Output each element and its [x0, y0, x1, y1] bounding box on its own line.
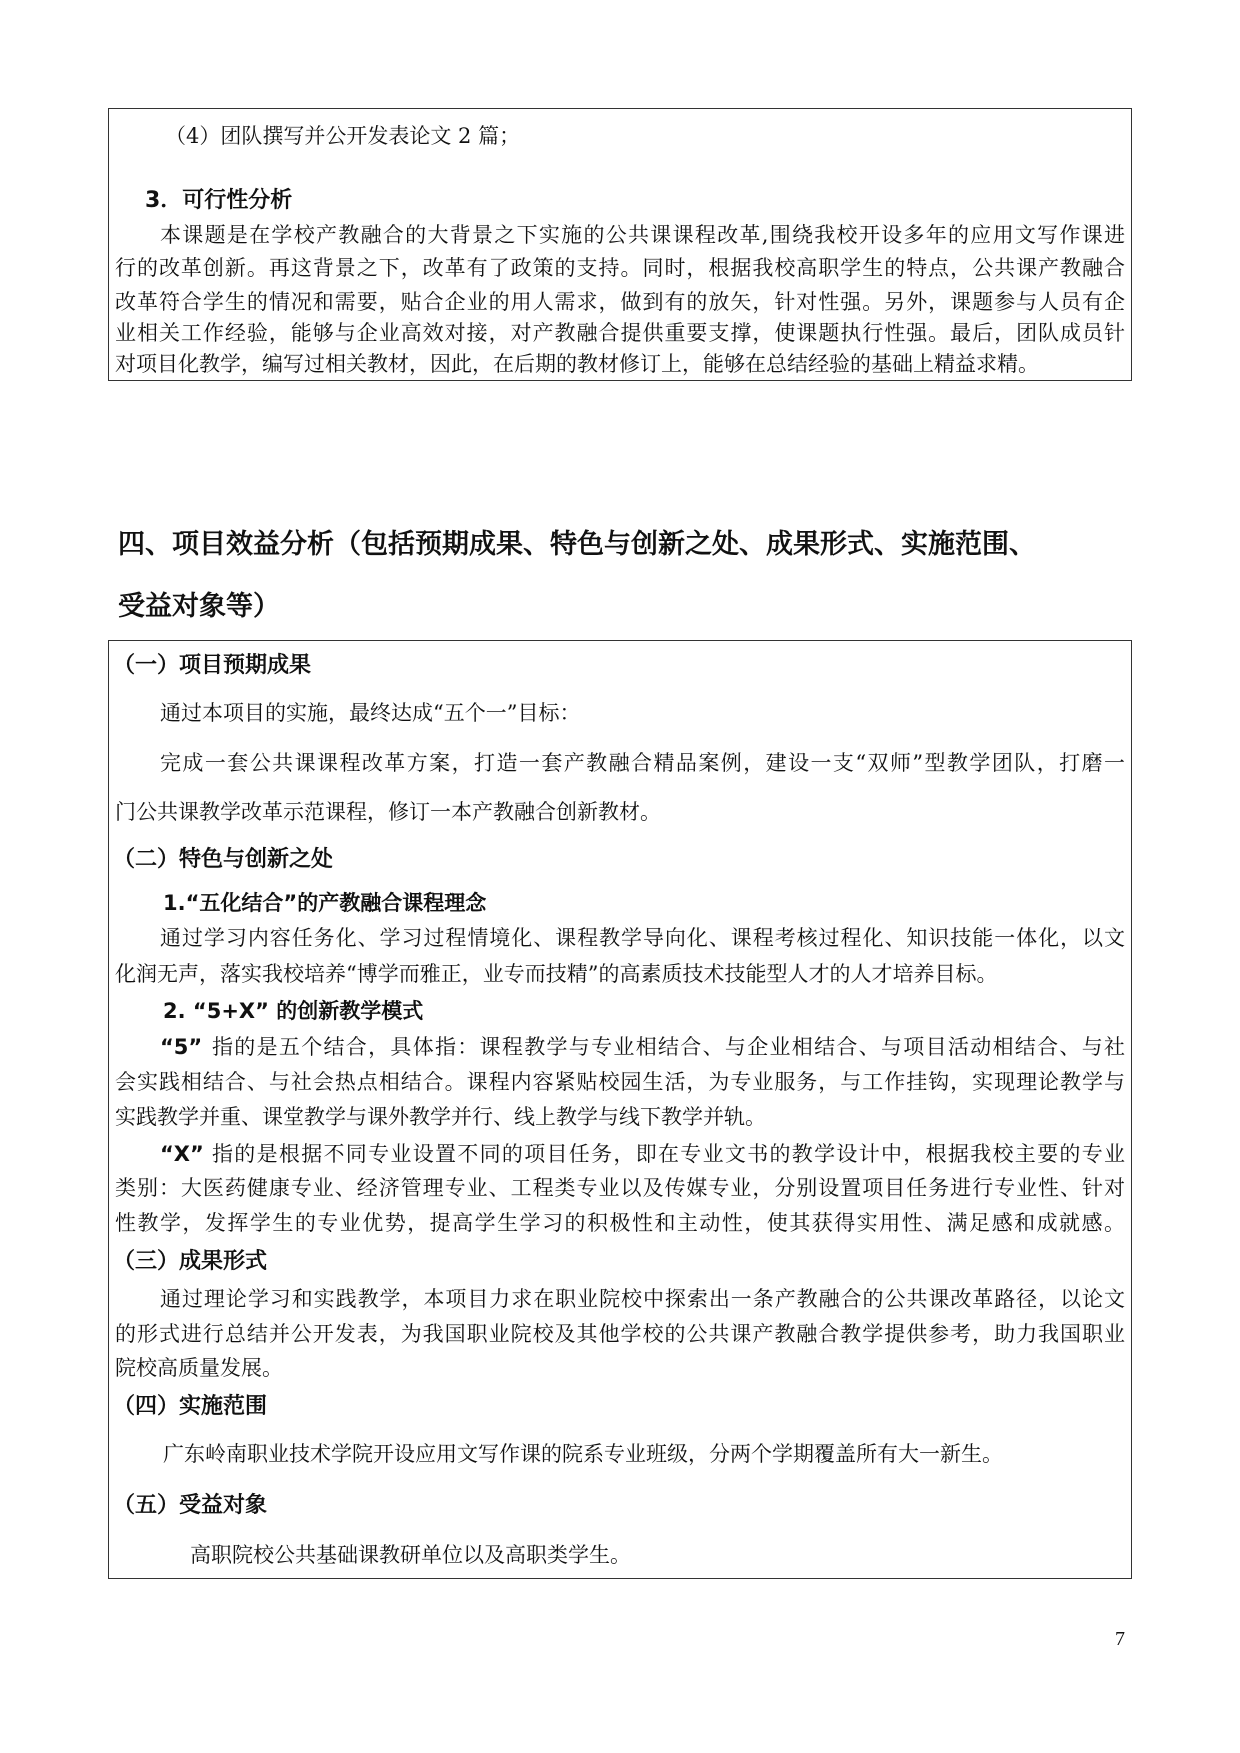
paragraph-line: 通过学习内容任务化、学习过程情境化、课程教学导向化、课程考核过程化、知识技能一体化，以文 [160, 926, 1125, 950]
five-label: “5” [160, 1035, 203, 1059]
paragraph-line: 指的是五个结合，具体指：课程教学与专业相结合、与企业相结合、与项目活动相结合、与社 [212, 1035, 1125, 1059]
paragraph-line: 实践教学并重、课堂教学与课外教学并行、线上教学与线下教学并轨。 [115, 1105, 766, 1129]
paragraph: 通过本项目的实施，最终达成“五个一”目标： [160, 701, 581, 725]
paragraph-line: 院校高质量发展。 [115, 1356, 283, 1380]
section-heading-line2: 受益对象等） [118, 591, 280, 622]
feasibility-heading: 3．可行性分析 [145, 188, 293, 213]
subsection-title-expected-results: （一）项目预期成果 [113, 653, 312, 678]
paragraph: 高职院校公共基础课教研单位以及高职类学生。 [190, 1543, 631, 1567]
paragraph-line: 性教学，发挥学生的专业优势，提高学生学习的积极性和主动性，使其获得实用性、满足感和成就感。 [115, 1211, 1125, 1235]
subsection-title-features: （二）特色与创新之处 [113, 847, 334, 872]
paragraph-line: 化润无声，落实我校培养“博学而雅正，业专而技精”的高素质技术技能型人才的人才培养目标。 [115, 962, 998, 986]
feature-2-title: 2. “5+X” 的创新教学模式 [163, 999, 424, 1023]
feasibility-line: 改革符合学生的情况和需要，贴合企业的用人需求，做到有的放矢，针对性强。另外，课题参与人员有企 [115, 290, 1125, 314]
subsection-title-result-form: （三）成果形式 [113, 1249, 268, 1274]
paragraph-line: 类别：大医药健康专业、经济管理专业、工程类专业以及传媒专业，分别设置项目任务进行专业性、针对 [115, 1176, 1125, 1200]
paragraph-line: 完成一套公共课课程改革方案，打造一套产教融合精品案例，建设一支“双师”型教学团队，打磨一 [160, 751, 1125, 775]
x-label: “X” [160, 1142, 204, 1166]
paragraph-line: 的形式进行总结并公开发表，为我国职业院校及其他学校的公共课产教融合教学提供参考，助力我国职业 [115, 1322, 1125, 1346]
paragraph-line: 通过理论学习和实践教学，本项目力求在职业院校中探索出一条产教融合的公共课改革路径，以论文 [160, 1287, 1125, 1311]
feasibility-line: 业相关工作经验，能够与企业高效对接，对产教融合提供重要支撑，使课题执行性强。最后，团队成员针 [115, 321, 1125, 345]
paragraph-line: 门公共课教学改革示范课程，修订一本产教融合创新教材。 [115, 800, 661, 824]
feasibility-line: 本课题是在学校产教融合的大背景之下实施的公共课课程改革,围绕我校开设多年的应用文写作课进 [160, 223, 1125, 247]
page-number: 7 [1115, 1628, 1125, 1650]
feasibility-line: 行的改革创新。再这背景之下，改革有了政策的支持。同时，根据我校高职学生的特点，公共课产教融合 [115, 256, 1125, 280]
paragraph-line: 会实践相结合、与社会热点相结合。课程内容紧贴校园生活，为专业服务，与工作挂钩，实现理论教学与 [115, 1070, 1125, 1094]
subsection-title-beneficiaries: （五）受益对象 [113, 1493, 268, 1518]
feature-1-title: 1.“五化结合”的产教融合课程理念 [163, 891, 487, 915]
item-4-text: （4）团队撰写并公开发表论文 2 篇； [165, 124, 521, 148]
paragraph-line: 指的是根据不同专业设置不同的项目任务，即在专业文书的教学设计中，根据我校主要的专业 [212, 1142, 1125, 1166]
section-heading-line1: 四、项目效益分析（包括预期成果、特色与创新之处、成果形式、实施范围、 [118, 529, 1036, 560]
feasibility-line: 对项目化教学，编写过相关教材，因此，在后期的教材修订上，能够在总结经验的基础上精益求精。 [115, 352, 1039, 376]
paragraph: 广东岭南职业技术学院开设应用文写作课的院系专业班级，分两个学期覆盖所有大一新生。 [163, 1442, 1003, 1466]
subsection-title-scope: （四）实施范围 [113, 1394, 268, 1419]
